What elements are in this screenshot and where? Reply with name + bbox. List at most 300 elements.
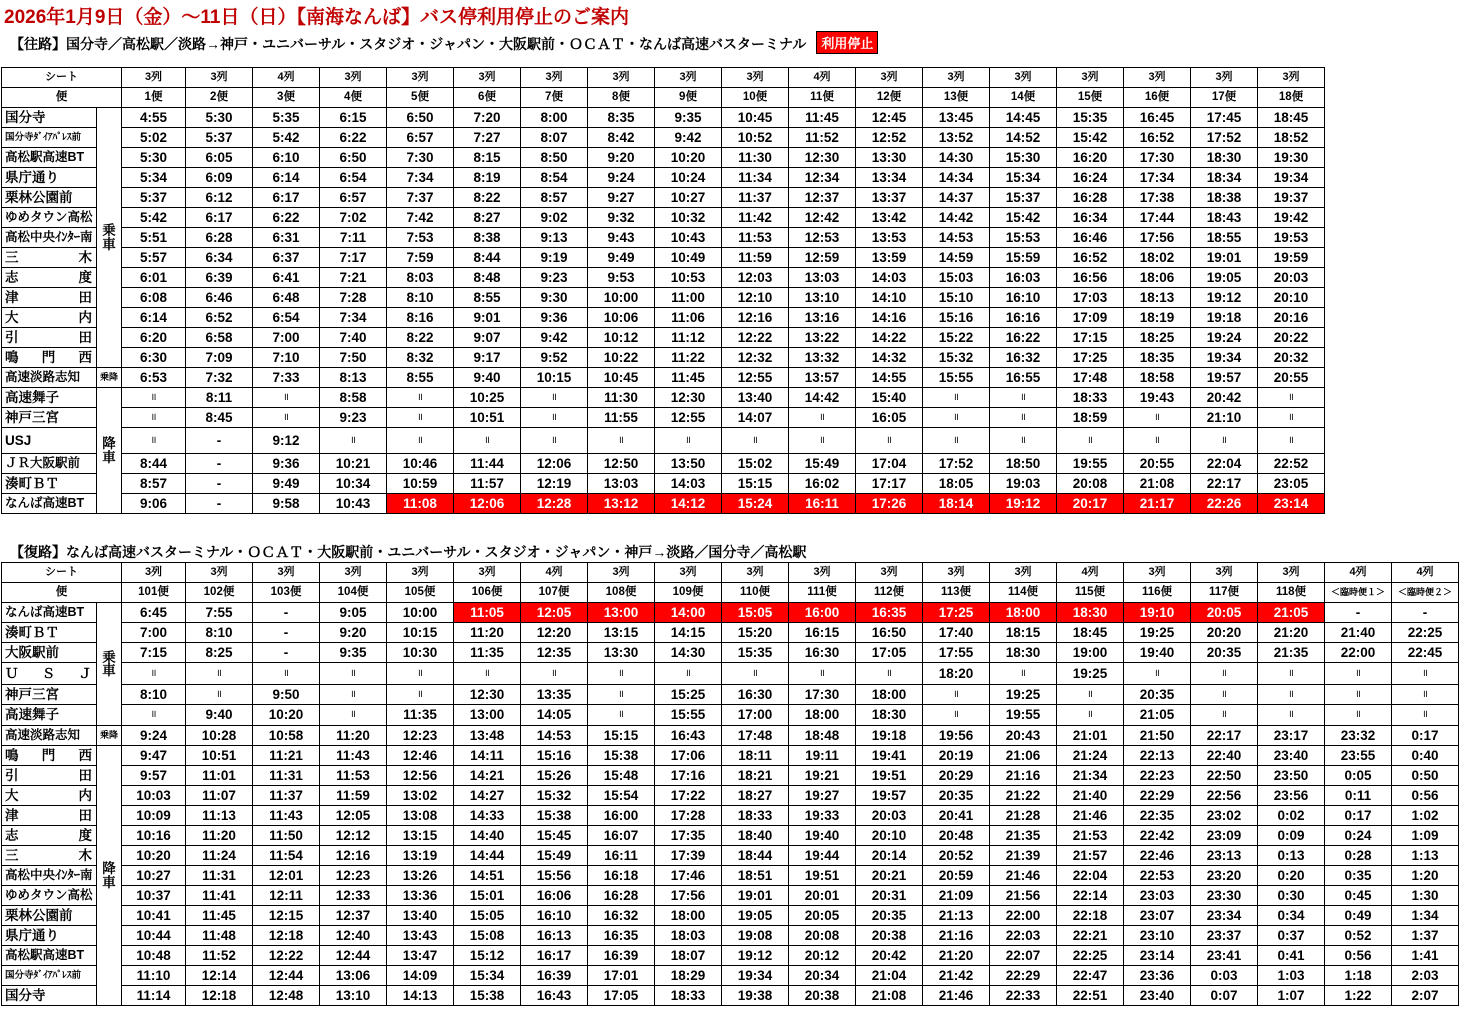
departure-time-cell: 11:54	[253, 846, 320, 866]
stop-row	[2, 494, 1325, 514]
departure-time-cell: 23:14	[1124, 946, 1191, 966]
departure-time-cell: 11:34	[722, 168, 789, 188]
departure-time-cell: ॥	[1392, 705, 1459, 726]
trip-number-cell: 5便	[387, 88, 454, 108]
seat-type-cell: 3列	[1057, 68, 1124, 88]
departure-time-cell: 7:09	[186, 348, 253, 368]
departure-time-cell: ॥	[588, 428, 655, 454]
departure-time-cell: 11:31	[253, 766, 320, 786]
stop-name: 高速淡路志知	[2, 726, 97, 746]
departure-time-cell: 23:37	[1191, 926, 1258, 946]
trip-header: 便	[2, 88, 122, 108]
departure-time-cell: 22:17	[1191, 726, 1258, 746]
departure-time-cell: 10:34	[320, 474, 387, 494]
departure-time-cell: 7:59	[387, 248, 454, 268]
seat-type-cell: 3列	[454, 68, 521, 88]
seat-type-cell: 3列	[122, 68, 186, 88]
departure-time-cell: ॥	[1258, 408, 1325, 428]
stop-name: 大内	[2, 308, 97, 328]
departure-time-cell: 11:06	[655, 308, 722, 328]
departure-time-cell: 12:30	[655, 388, 722, 408]
seat-type-cell: 3列	[387, 68, 454, 88]
seat-row	[2, 563, 1459, 583]
departure-time-cell: 23:40	[1258, 746, 1325, 766]
departure-time-cell: 19:40	[789, 826, 856, 846]
departure-time-cell: 6:17	[253, 188, 320, 208]
departure-time-cell: 10:21	[320, 454, 387, 474]
departure-time-cell: ॥	[454, 663, 521, 685]
departure-time-cell: 21:20	[1258, 623, 1325, 643]
departure-time-cell: 14:53	[521, 726, 588, 746]
departure-time-cell: ॥	[186, 663, 253, 685]
departure-time-cell: 6:39	[186, 268, 253, 288]
departure-time-cell: 22:53	[1124, 866, 1191, 886]
departure-time-cell: 21:04	[856, 966, 923, 986]
departure-time-cell: 9:53	[588, 268, 655, 288]
departure-time-cell: ॥	[1258, 388, 1325, 408]
departure-time-cell: 0:20	[1258, 866, 1325, 886]
stop-name: 高速舞子	[2, 388, 97, 408]
departure-time-cell: 17:48	[722, 726, 789, 746]
stop-row	[2, 746, 1459, 766]
departure-time-cell: 12:18	[186, 986, 253, 1006]
seat-type-cell: 3列	[722, 68, 789, 88]
departure-time-cell: 20:01	[789, 886, 856, 906]
departure-time-cell: 14:00	[655, 603, 722, 623]
departure-time-cell: 12:40	[320, 926, 387, 946]
departure-time-cell: 15:15	[722, 474, 789, 494]
departure-time-cell: 17:34	[1124, 168, 1191, 188]
departure-time-cell: 13:42	[856, 208, 923, 228]
departure-time-cell: 11:52	[789, 128, 856, 148]
departure-time-cell: ॥	[1392, 663, 1459, 685]
departure-time-cell: 18:48	[789, 726, 856, 746]
seat-type-cell: 3列	[588, 563, 655, 583]
departure-time-cell: 19:05	[1191, 268, 1258, 288]
departure-time-cell: 12:59	[789, 248, 856, 268]
trip-number-cell: 9便	[655, 88, 722, 108]
departure-time-cell: 22:21	[1057, 926, 1124, 946]
departure-time-cell: 16:39	[521, 966, 588, 986]
departure-time-cell: 23:17	[1258, 726, 1325, 746]
departure-time-cell: 12:50	[588, 454, 655, 474]
stop-name: 栗林公園前	[2, 188, 97, 208]
departure-time-cell: 15:49	[789, 454, 856, 474]
stop-name: 高松駅高速BT	[2, 148, 97, 168]
departure-time-cell: 5:30	[186, 108, 253, 128]
departure-time-cell: 7:00	[122, 623, 186, 643]
departure-time-cell: 8:10	[122, 685, 186, 705]
departure-time-cell: 22:35	[1124, 806, 1191, 826]
departure-time-cell: 17:06	[655, 746, 722, 766]
departure-time-cell: 19:51	[856, 766, 923, 786]
stop-name: 高速舞子	[2, 705, 97, 726]
departure-time-cell: 6:50	[387, 108, 454, 128]
seat-type-cell: 3列	[521, 68, 588, 88]
departure-time-cell: -	[1392, 603, 1459, 623]
seat-type-cell: 3列	[186, 563, 253, 583]
seat-type-cell: 3列	[186, 68, 253, 88]
seat-type-cell: 4列	[253, 68, 320, 88]
departure-time-cell: 6:50	[320, 148, 387, 168]
departure-time-cell: 0:07	[1191, 986, 1258, 1006]
departure-time-cell: 22:23	[1124, 766, 1191, 786]
departure-time-cell: 13:40	[387, 906, 454, 926]
departure-time-cell: 13:03	[789, 268, 856, 288]
departure-time-cell: ॥	[1191, 663, 1258, 685]
departure-time-cell: 7:33	[253, 368, 320, 388]
departure-time-cell: 20:38	[856, 926, 923, 946]
departure-time-cell: 12:35	[521, 643, 588, 663]
alighting-side-label: 降車	[97, 746, 122, 1006]
departure-time-cell: 21:22	[990, 786, 1057, 806]
departure-time-cell: 17:55	[923, 643, 990, 663]
departure-time-cell: ॥	[122, 663, 186, 685]
stop-name: 国分寺	[2, 108, 97, 128]
departure-time-cell: ॥	[186, 685, 253, 705]
departure-time-cell: 6:01	[122, 268, 186, 288]
departure-time-cell: 18:00	[856, 685, 923, 705]
departure-time-cell: 13:53	[856, 228, 923, 248]
departure-time-cell: 18:30	[1191, 148, 1258, 168]
seat-header: シート	[2, 68, 122, 88]
stop-row	[2, 368, 1325, 388]
departure-time-cell: 14:59	[923, 248, 990, 268]
departure-time-cell: 23:55	[1325, 746, 1392, 766]
stop-row	[2, 603, 1459, 623]
departure-time-cell: 0:02	[1258, 806, 1325, 826]
departure-time-cell: ॥	[856, 428, 923, 454]
departure-time-cell: -	[253, 623, 320, 643]
departure-time-cell: 15:10	[923, 288, 990, 308]
departure-time-cell: 19:41	[856, 746, 923, 766]
departure-time-cell: 15:55	[923, 368, 990, 388]
trip-number-cell: 6便	[454, 88, 521, 108]
stop-row	[2, 288, 1325, 308]
departure-time-cell: -	[186, 494, 253, 514]
departure-time-cell: 17:46	[655, 866, 722, 886]
departure-time-cell: 0:37	[1258, 926, 1325, 946]
departure-time-cell: 18:03	[655, 926, 722, 946]
departure-time-cell: 21:42	[923, 966, 990, 986]
departure-time-cell: 1:20	[1392, 866, 1459, 886]
stop-name: 津田	[2, 288, 97, 308]
departure-time-cell: 16:55	[990, 368, 1057, 388]
departure-time-cell: 13:57	[789, 368, 856, 388]
departure-time-cell: 16:18	[588, 866, 655, 886]
stop-name: 高松駅高速BT	[2, 946, 97, 966]
departure-time-cell: 13:48	[454, 726, 521, 746]
stop-row	[2, 846, 1459, 866]
departure-time-cell: 6:34	[186, 248, 253, 268]
departure-time-cell: 12:23	[387, 726, 454, 746]
departure-time-cell: 14:07	[722, 408, 789, 428]
departure-time-cell: 8:58	[320, 388, 387, 408]
departure-time-cell: 19:25	[1057, 663, 1124, 685]
departure-time-cell: 7:42	[387, 208, 454, 228]
departure-time-cell: 0:09	[1258, 826, 1325, 846]
trip-number-cell: 12便	[856, 88, 923, 108]
departure-time-cell: 15:48	[588, 766, 655, 786]
departure-time-cell: 15:38	[454, 986, 521, 1006]
outbound-timetable	[1, 67, 1325, 514]
departure-time-cell: 18:55	[1191, 228, 1258, 248]
departure-time-cell: 0:34	[1258, 906, 1325, 926]
departure-time-cell: 9:49	[588, 248, 655, 268]
departure-time-cell: 1:07	[1258, 986, 1325, 1006]
departure-time-cell: 8:57	[521, 188, 588, 208]
stop-row	[2, 168, 1325, 188]
departure-time-cell: ॥	[1057, 705, 1124, 726]
departure-time-cell: 5:42	[253, 128, 320, 148]
departure-time-cell: 17:16	[655, 766, 722, 786]
departure-time-cell: 15:37	[990, 188, 1057, 208]
departure-time-cell: 10:09	[122, 806, 186, 826]
departure-time-cell: 17:05	[588, 986, 655, 1006]
stop-name: なんば高速BT	[2, 603, 97, 623]
departure-time-cell: 13:30	[856, 148, 923, 168]
departure-time-cell: 18:45	[1258, 108, 1325, 128]
departure-time-cell: 8:38	[454, 228, 521, 248]
trip-number-cell: 13便	[923, 88, 990, 108]
departure-time-cell: 19:08	[722, 926, 789, 946]
departure-time-cell: 17:05	[856, 643, 923, 663]
departure-time-cell: 19:12	[722, 946, 789, 966]
stop-row	[2, 408, 1325, 428]
departure-time-cell: 12:16	[320, 846, 387, 866]
departure-time-cell: 23:41	[1191, 946, 1258, 966]
departure-time-cell: 6:14	[122, 308, 186, 328]
departure-time-cell: 17:45	[1191, 108, 1258, 128]
departure-time-cell: 9:13	[521, 228, 588, 248]
departure-time-cell: 9:23	[320, 408, 387, 428]
departure-time-cell: 21:24	[1057, 746, 1124, 766]
departure-time-cell: 18:40	[722, 826, 789, 846]
departure-time-cell: 16:15	[789, 623, 856, 643]
trip-number-cell: 18便	[1258, 88, 1325, 108]
departure-time-cell: 10:53	[655, 268, 722, 288]
departure-time-cell: ॥	[1258, 428, 1325, 454]
departure-time-cell: 23:13	[1191, 846, 1258, 866]
departure-time-cell: 9:35	[320, 643, 387, 663]
seat-type-cell: 3列	[1191, 563, 1258, 583]
departure-time-cell: 15:16	[521, 746, 588, 766]
departure-time-cell: 9:17	[454, 348, 521, 368]
stop-row	[2, 806, 1459, 826]
departure-time-cell: 12:33	[320, 886, 387, 906]
departure-time-cell: 9:27	[588, 188, 655, 208]
inbound-route-label: 【復路】なんば高速バスターミナル・ＯＣＡＴ・大阪駅前・ユニバーサル・スタジオ・ジャパン・神戸→淡路／国分寺／高松駅	[10, 544, 807, 560]
departure-time-cell: 20:42	[856, 946, 923, 966]
departure-time-cell: 11:21	[253, 746, 320, 766]
departure-time-cell: 13:40	[722, 388, 789, 408]
stop-row	[2, 926, 1459, 946]
departure-time-cell: 0:05	[1325, 766, 1392, 786]
departure-time-cell: 14:03	[655, 474, 722, 494]
departure-time-cell: ॥	[1191, 685, 1258, 705]
departure-time-cell: 20:03	[1258, 268, 1325, 288]
stop-row	[2, 188, 1325, 208]
trip-number-cell: 4便	[320, 88, 387, 108]
departure-time-cell: 14:03	[856, 268, 923, 288]
departure-time-cell: 15:35	[1057, 108, 1124, 128]
departure-time-cell: 17:17	[856, 474, 923, 494]
departure-time-cell: 18:45	[1057, 623, 1124, 643]
departure-time-cell: ॥	[387, 663, 454, 685]
stop-row	[2, 428, 1325, 454]
departure-time-cell: 14:16	[856, 308, 923, 328]
departure-time-cell: 14:10	[856, 288, 923, 308]
departure-time-cell: 22:45	[1392, 643, 1459, 663]
departure-time-cell: ॥	[1057, 685, 1124, 705]
departure-time-cell: ॥	[1258, 705, 1325, 726]
stop-name: 鳴門西	[2, 746, 97, 766]
departure-time-cell: 19:34	[722, 966, 789, 986]
departure-time-cell: 10:58	[253, 726, 320, 746]
departure-time-cell: 14:21	[454, 766, 521, 786]
departure-time-cell: 0:52	[1325, 926, 1392, 946]
departure-time-cell: 21:35	[990, 826, 1057, 846]
departure-time-cell: 23:56	[1258, 786, 1325, 806]
departure-time-cell: 9:58	[253, 494, 320, 514]
departure-time-cell: 15:22	[923, 328, 990, 348]
departure-time-cell: 5:34	[122, 168, 186, 188]
departure-time-cell: 23:36	[1124, 966, 1191, 986]
departure-time-cell: 11:48	[186, 926, 253, 946]
departure-time-cell: 6:20	[122, 328, 186, 348]
departure-time-cell: 14:53	[923, 228, 990, 248]
departure-time-cell: 15:15	[588, 726, 655, 746]
departure-time-cell: 20:17	[1057, 494, 1124, 514]
stop-name: 高松中央ｲﾝﾀｰ南	[2, 228, 97, 248]
departure-time-cell: 20:31	[856, 886, 923, 906]
departure-time-cell: 11:20	[320, 726, 387, 746]
departure-time-cell: 8:35	[588, 108, 655, 128]
departure-time-cell: 16:11	[789, 494, 856, 514]
departure-time-cell: ॥	[1392, 685, 1459, 705]
departure-time-cell: 18:15	[990, 623, 1057, 643]
departure-time-cell: 16:02	[789, 474, 856, 494]
departure-time-cell: 7:34	[320, 308, 387, 328]
departure-time-cell: 11:45	[789, 108, 856, 128]
departure-time-cell: 7:50	[320, 348, 387, 368]
departure-time-cell: 14:15	[655, 623, 722, 643]
departure-time-cell: 16:35	[588, 926, 655, 946]
trip-number-cell: 14便	[990, 88, 1057, 108]
departure-time-cell: 5:02	[122, 128, 186, 148]
departure-time-cell: 10:15	[521, 368, 588, 388]
stop-name: 引田	[2, 766, 97, 786]
seat-header: シート	[2, 563, 122, 583]
departure-time-cell: 6:31	[253, 228, 320, 248]
departure-time-cell: 21:34	[1057, 766, 1124, 786]
stop-row	[2, 348, 1325, 368]
departure-time-cell: 13:37	[856, 188, 923, 208]
departure-time-cell: 11:30	[722, 148, 789, 168]
trip-number-cell: 112便	[856, 583, 923, 603]
trip-number-cell: ＜臨時便２＞	[1392, 583, 1459, 603]
departure-time-cell: 5:37	[122, 188, 186, 208]
departure-time-cell: ॥	[789, 663, 856, 685]
departure-time-cell: 10:15	[387, 623, 454, 643]
departure-time-cell: 18:33	[722, 806, 789, 826]
departure-time-cell: 10:32	[655, 208, 722, 228]
stop-row	[2, 268, 1325, 288]
departure-time-cell: 0:11	[1325, 786, 1392, 806]
departure-time-cell: 17:22	[655, 786, 722, 806]
departure-time-cell: 16:52	[1057, 248, 1124, 268]
departure-time-cell: 16:24	[1057, 168, 1124, 188]
departure-time-cell: 11:45	[186, 906, 253, 926]
stop-name: 三木	[2, 248, 97, 268]
departure-time-cell: 19:51	[789, 866, 856, 886]
departure-time-cell: 15:59	[990, 248, 1057, 268]
departure-time-cell: 22:26	[1191, 494, 1258, 514]
departure-time-cell: 10:41	[122, 906, 186, 926]
departure-time-cell: 10:51	[186, 746, 253, 766]
departure-time-cell: 9:35	[655, 108, 722, 128]
departure-time-cell: -	[186, 454, 253, 474]
departure-time-cell: 13:06	[320, 966, 387, 986]
departure-time-cell: 10:49	[655, 248, 722, 268]
stop-name: 国分寺ﾀﾞｲｱﾊﾟﾚｽ前	[2, 128, 97, 148]
trip-number-cell: 103便	[253, 583, 320, 603]
trip-number-cell: 17便	[1191, 88, 1258, 108]
departure-time-cell: 18:00	[789, 705, 856, 726]
departure-time-cell: 10:20	[122, 846, 186, 866]
departure-time-cell: 22:33	[990, 986, 1057, 1006]
departure-time-cell: 20:38	[789, 986, 856, 1006]
departure-time-cell: 20:21	[856, 866, 923, 886]
departure-time-cell: ॥	[253, 663, 320, 685]
departure-time-cell: 17:38	[1124, 188, 1191, 208]
stop-name: 大内	[2, 786, 97, 806]
departure-time-cell: 9:05	[320, 603, 387, 623]
departure-time-cell: 21:01	[1057, 726, 1124, 746]
departure-time-cell: 2:03	[1392, 966, 1459, 986]
departure-time-cell: 7:34	[387, 168, 454, 188]
departure-time-cell: 18:50	[990, 454, 1057, 474]
stop-row	[2, 685, 1459, 705]
departure-time-cell: ॥	[923, 428, 990, 454]
departure-time-cell: 9:24	[588, 168, 655, 188]
trip-number-cell: 106便	[454, 583, 521, 603]
departure-time-cell: 8:44	[454, 248, 521, 268]
departure-time-cell: 19:27	[789, 786, 856, 806]
departure-time-cell: 19:57	[1191, 368, 1258, 388]
departure-time-cell: 13:47	[387, 946, 454, 966]
departure-time-cell: 19:11	[789, 746, 856, 766]
departure-time-cell: 6:46	[186, 288, 253, 308]
departure-time-cell: 19:03	[990, 474, 1057, 494]
departure-time-cell: 17:25	[1057, 348, 1124, 368]
departure-time-cell: 8:16	[387, 308, 454, 328]
departure-time-cell: 9:07	[454, 328, 521, 348]
departure-time-cell: 21:16	[923, 926, 990, 946]
departure-time-cell: 7:21	[320, 268, 387, 288]
departure-time-cell: 11:00	[655, 288, 722, 308]
departure-time-cell: 13:35	[521, 685, 588, 705]
departure-time-cell: 13:45	[923, 108, 990, 128]
departure-time-cell: 15:49	[521, 846, 588, 866]
departure-time-cell: 12:10	[722, 288, 789, 308]
trip-number-cell: 110便	[722, 583, 789, 603]
departure-time-cell: 6:30	[122, 348, 186, 368]
departure-time-cell: 12:23	[320, 866, 387, 886]
departure-time-cell: 6:28	[186, 228, 253, 248]
trip-number-cell: 10便	[722, 88, 789, 108]
departure-time-cell: 7:20	[454, 108, 521, 128]
